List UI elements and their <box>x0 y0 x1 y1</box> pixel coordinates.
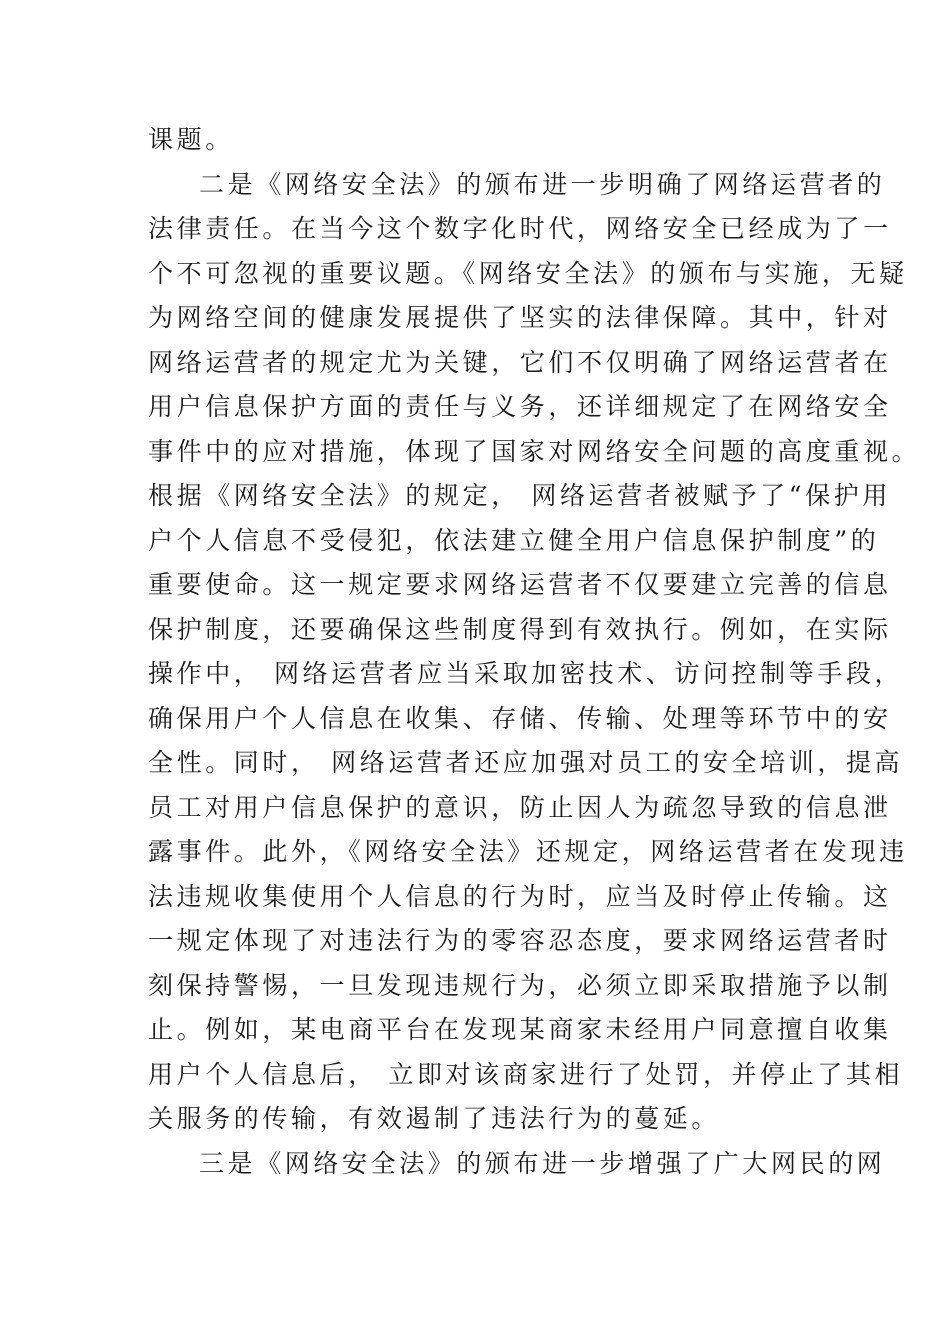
text-line: 操作中， 网络运营者应当采取加密技术、访问控制等手段， <box>148 659 904 688</box>
paragraph-start-line: 二是《网络安全法》的颁布进一步明确了网络运营者的 <box>199 169 886 199</box>
text-line: 员工对用户信息保护的意识，防止因人为疏忽导致的信息泄 <box>148 792 892 822</box>
text-line: 根据《网络安全法》的规定， 网络运营者被赋予了“保护用 <box>148 481 891 510</box>
text-line: 网络运营者的规定尤为关键，它们不仅明确了网络运营者在 <box>148 347 892 377</box>
text-line: 为网络空间的健康发展提供了坚实的法律保障。其中，针对 <box>148 303 892 332</box>
text-line: 止。例如，某电商平台在发现某商家未经用户同意擅自收集 <box>148 1015 892 1044</box>
paragraph-start-line: 三是《网络安全法》的颁布进一步增强了广大网民的网 <box>199 1148 886 1178</box>
text-line: 事件中的应对措施，体现了国家对网络安全问题的高度重视。 <box>148 436 921 466</box>
text-line: 全性。同时， 网络运营者还应加强对员工的安全培训，提高 <box>148 748 904 777</box>
text-line: 用户信息保护方面的责任与义务，还详细规定了在网络安全 <box>148 392 892 421</box>
text-line: 课题。 <box>148 125 234 154</box>
text-line: 重要使命。这一规定要求网络运营者不仅要建立完善的信息 <box>148 570 892 599</box>
text-line: 户个人信息不受侵犯，依法建立健全用户信息保护制度”的 <box>148 525 880 555</box>
text-line: 用户个人信息后， 立即对该商家进行了处罚，并停止了其相 <box>148 1059 904 1089</box>
text-line: 刻保持警惕，一旦发现违规行为，必须立即采取措施予以制 <box>148 970 892 1000</box>
text-line: 关服务的传输，有效遏制了违法行为的蔓延。 <box>148 1104 721 1133</box>
text-line: 保护制度，还要确保这些制度得到有效执行。例如，在实际 <box>148 614 892 644</box>
text-line: 法律责任。在当今这个数字化时代，网络安全已经成为了一 <box>148 214 892 243</box>
body-text <box>148 118 921 1186</box>
text-line: 确保用户个人信息在收集、存储、传输、处理等环节中的安 <box>148 703 892 733</box>
text-line: 个不可忽视的重要议题。《网络安全法》的颁布与实施，无疑 <box>148 258 908 288</box>
text-line: 一规定体现了对违法行为的零容忍态度，要求网络运营者时 <box>148 926 892 955</box>
text-line: 露事件。此外，《网络安全法》还规定，网络运营者在发现违 <box>148 837 908 866</box>
text-line: 法违规收集使用个人信息的行为时，应当及时停止传输。这 <box>148 881 892 911</box>
